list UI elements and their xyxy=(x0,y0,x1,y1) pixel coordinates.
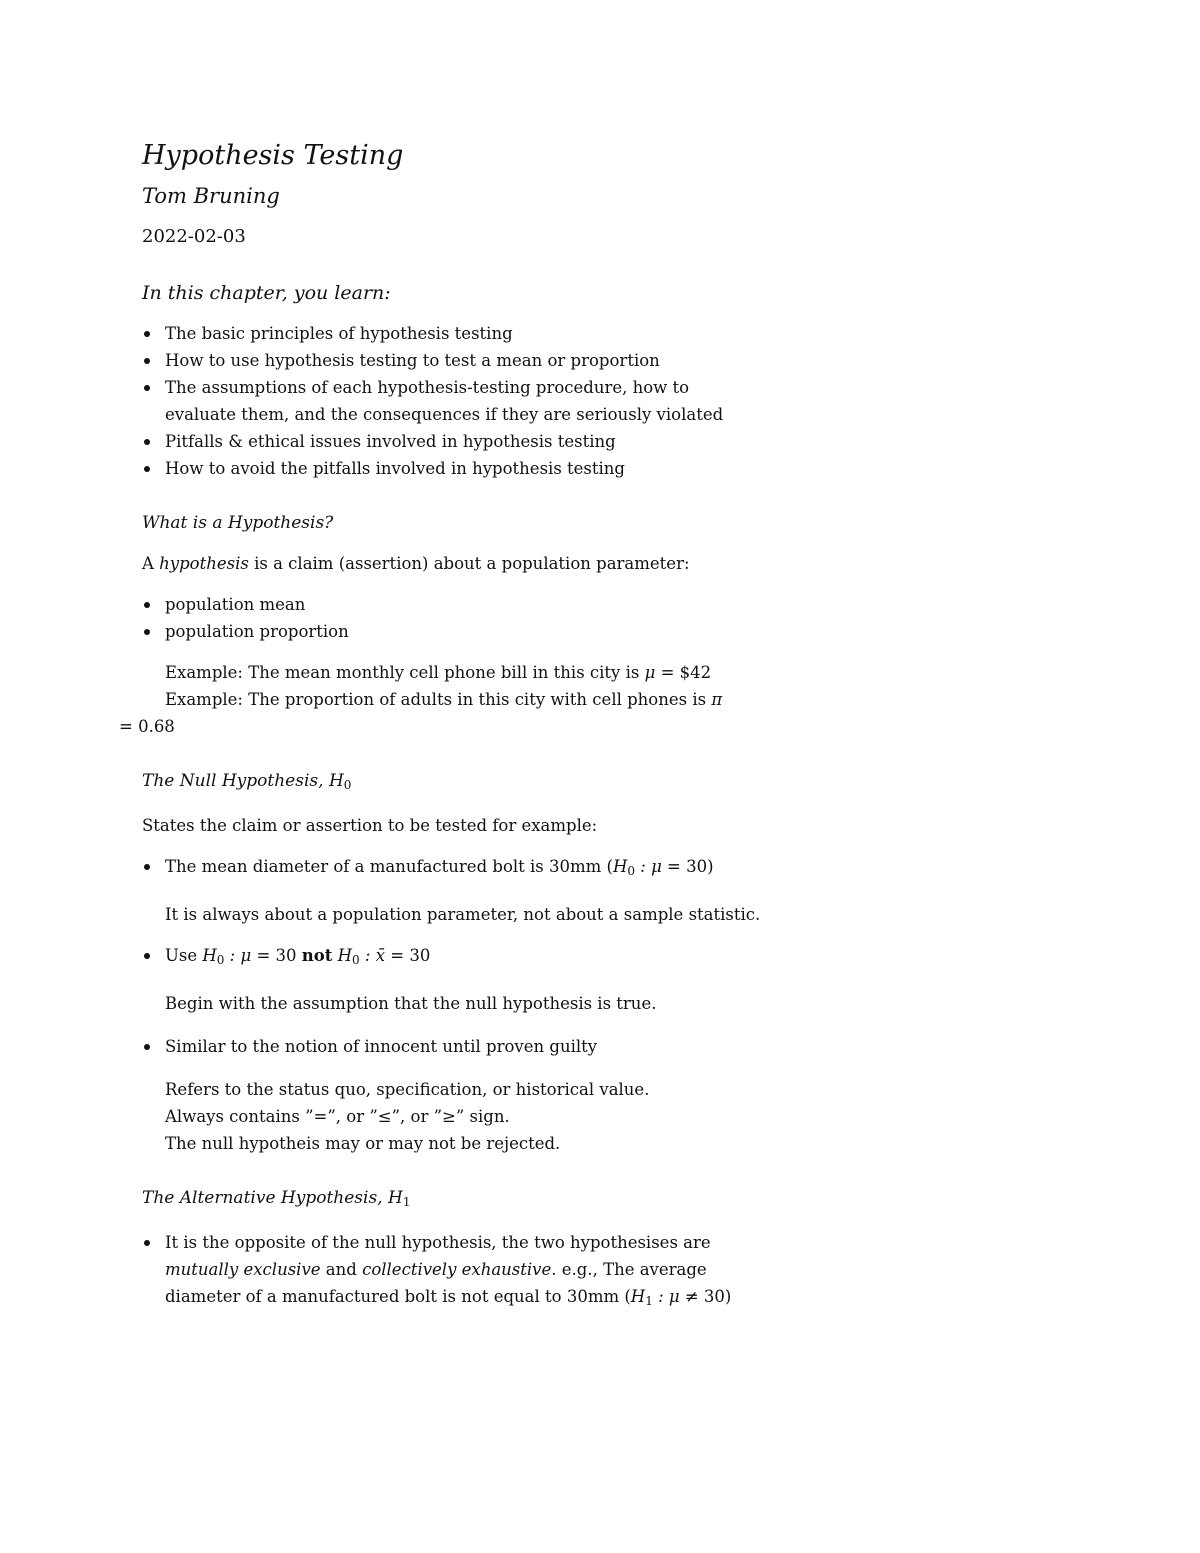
item-emphasis: not xyxy=(301,946,333,965)
math-symbol: μ xyxy=(644,663,656,682)
intro-list xyxy=(142,320,762,482)
item-text: = 30 xyxy=(385,946,431,965)
example-text: Example: The mean monthly cell phone bill in this city is xyxy=(165,663,645,682)
example-value: = 0.68 xyxy=(119,717,175,736)
definition-term: hypothesis xyxy=(159,554,249,573)
item-emphasis: mutually exclusive xyxy=(165,1260,321,1279)
item-text: ≠ 30) xyxy=(679,1287,732,1306)
example-text: Example: The proportion of adults in this city with cell phones is xyxy=(165,690,712,709)
math-subscript: 0 xyxy=(627,864,636,878)
math-symbol: : μ xyxy=(652,1287,680,1306)
section-heading-alternative xyxy=(142,1185,762,1215)
section-heading-what: What is a Hypothesis? xyxy=(142,513,334,533)
parameter-list xyxy=(142,591,762,645)
list-item: How to use hypothesis testing to test a mean or proportion xyxy=(142,347,762,374)
math-symbol: H xyxy=(332,946,353,965)
document-title: Hypothesis Testing xyxy=(142,140,404,171)
hypothesis-definition xyxy=(142,550,762,577)
math-symbol: H xyxy=(328,771,344,791)
example-value: = $42 xyxy=(655,663,712,682)
math-subscript: 1 xyxy=(645,1294,653,1308)
null-paragraph-3 xyxy=(142,1076,762,1157)
list-item: population proportion xyxy=(142,618,762,645)
null-list-1 xyxy=(142,853,762,885)
item-text: = 30) xyxy=(661,857,714,876)
list-item xyxy=(142,853,762,885)
math-symbol: π xyxy=(711,690,723,709)
heading-text: The Null Hypothesis, xyxy=(142,771,329,791)
null-list-3 xyxy=(142,1033,762,1060)
math-subscript: 0 xyxy=(343,778,352,792)
examples-paragraph xyxy=(119,659,762,740)
definition-text: is a claim (assertion) about a population parameter: xyxy=(248,554,690,573)
list-item: Similar to the notion of innocent until proven guilty xyxy=(142,1033,762,1060)
null-list-2 xyxy=(142,942,762,974)
null-paragraph-2: Begin with the assumption that the null hypothesis is true. xyxy=(165,994,657,1013)
math-symbol: H xyxy=(630,1287,646,1306)
document-date: 2022-02-03 xyxy=(142,226,246,247)
null-intro: States the claim or assertion to be tested for example: xyxy=(142,816,598,835)
math-symbol: : μ xyxy=(635,857,662,876)
intro-heading: In this chapter, you learn: xyxy=(142,282,391,304)
paragraph-line: Always contains ”=”, or ”≤”, or ”≥” sign. xyxy=(165,1107,510,1126)
math-subscript: 0 xyxy=(352,953,360,967)
math-symbol: : μ xyxy=(224,946,252,965)
math-symbol: H xyxy=(613,857,628,876)
paragraph-line: Refers to the status quo, specification, or historical value. xyxy=(165,1080,650,1099)
list-item: population mean xyxy=(142,591,762,618)
item-text: . e.g., The average diameter of a manufactured bolt is not equal to 30mm ( xyxy=(165,1260,707,1306)
item-text: It is the opposite of the null hypothesis, the two hypothesises are xyxy=(165,1233,711,1252)
section-heading-null xyxy=(142,768,762,798)
document-page xyxy=(119,130,762,1315)
math-subscript: 1 xyxy=(402,1195,411,1209)
alternative-list xyxy=(142,1229,762,1315)
item-text: and xyxy=(320,1260,363,1279)
list-item xyxy=(142,942,762,974)
item-emphasis: collectively exhaustive xyxy=(362,1260,552,1279)
null-paragraph-1: It is always about a population parameter, not about a sample statistic. xyxy=(165,905,761,924)
math-symbol: H xyxy=(388,1188,403,1208)
list-item: How to avoid the pitfalls involved in hypothesis testing xyxy=(142,455,762,482)
math-symbol: H xyxy=(202,946,217,965)
math-symbol: : x̄ xyxy=(359,946,386,965)
definition-text: A xyxy=(142,554,160,573)
list-item: The basic principles of hypothesis testing xyxy=(142,320,762,347)
item-text: Use xyxy=(165,946,203,965)
heading-text: The Alternative Hypothesis, xyxy=(142,1188,388,1208)
list-item: The assumptions of each hypothesis-testing procedure, how to evaluate them, and the consequences if they are seriously violated xyxy=(142,374,762,428)
item-text: = 30 xyxy=(251,946,302,965)
item-text: The mean diameter of a manufactured bolt is 30mm ( xyxy=(165,857,613,876)
document-author: Tom Bruning xyxy=(142,184,280,208)
list-item xyxy=(142,1229,762,1315)
paragraph-line: The null hypotheis may or may not be rejected. xyxy=(165,1134,561,1153)
math-subscript: 0 xyxy=(216,953,225,967)
list-item: Pitfalls & ethical issues involved in hypothesis testing xyxy=(142,428,762,455)
